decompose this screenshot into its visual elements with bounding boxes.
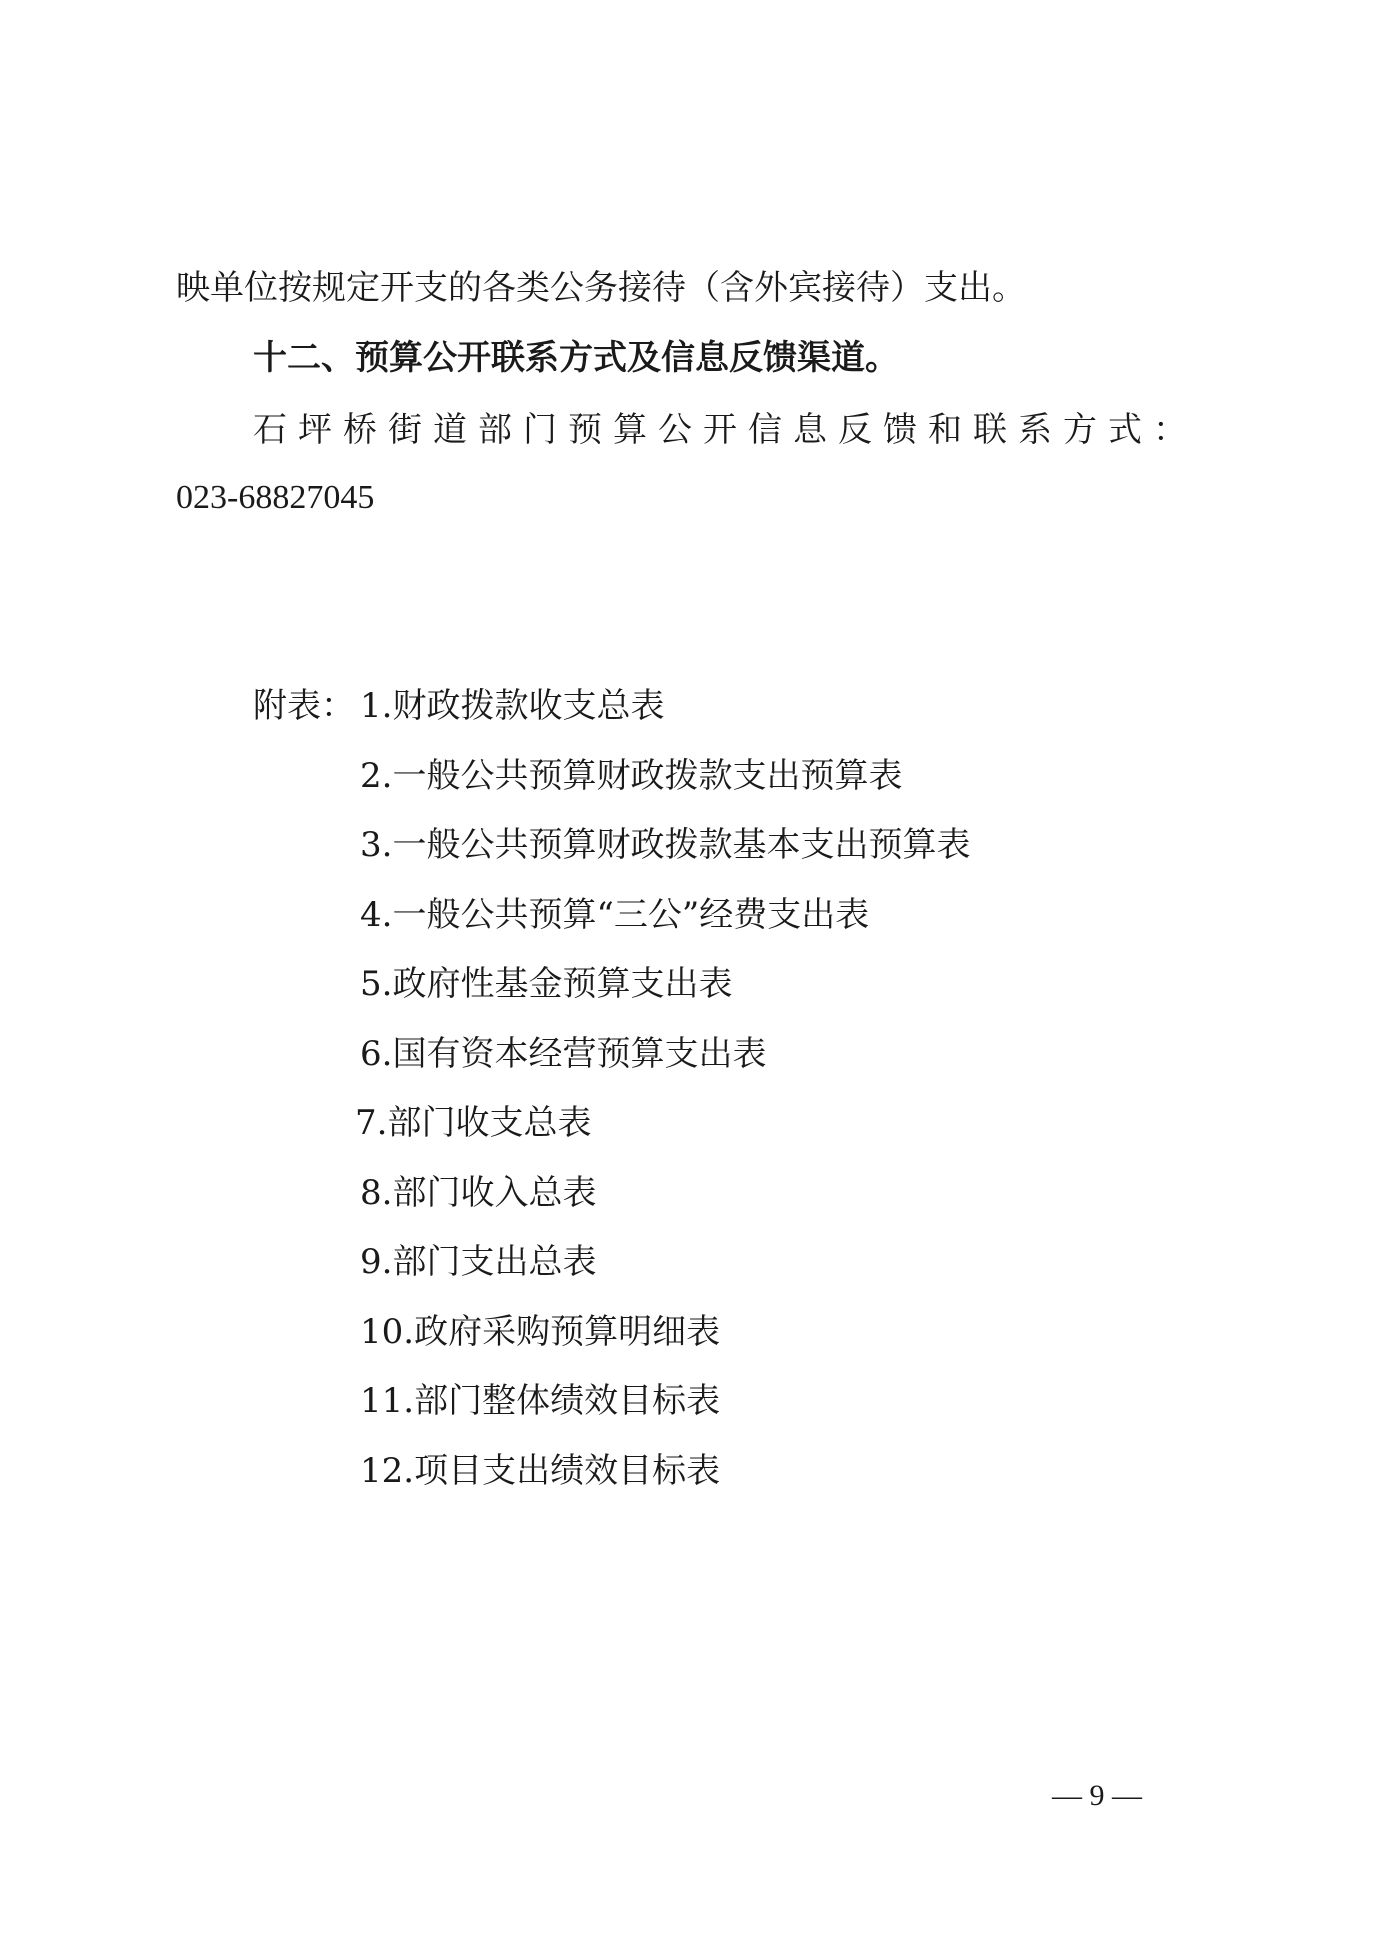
attachment-item: 11.部门整体绩效目标表 bbox=[360, 1381, 721, 1421]
attachment-item: 4.一般公共预算“三公”经费支出表 bbox=[360, 894, 870, 935]
paragraph-continuation: 映单位按规定开支的各类公务接待（含外宾接待）支出。 bbox=[176, 268, 1026, 308]
attachment-item: 10.政府采购预算明细表 bbox=[360, 1311, 721, 1352]
attachment-item: 6.国有资本经营预算支出表 bbox=[360, 1033, 767, 1074]
contact-phone: 023-68827045 bbox=[176, 479, 375, 516]
attachments-label: 附表： bbox=[253, 686, 355, 726]
attachment-item: 9.部门支出总表 bbox=[360, 1242, 597, 1282]
attachment-item: 7.部门收支总表 bbox=[355, 1103, 592, 1143]
page-number: — 9 — bbox=[1052, 1779, 1142, 1812]
attachment-item: 5.政府性基金预算支出表 bbox=[360, 964, 733, 1004]
section-heading: 十二、预算公开联系方式及信息反馈渠道。 bbox=[253, 338, 899, 378]
contact-text: 石坪桥街道部门预算公开信息反馈和联系方式： bbox=[253, 410, 1198, 450]
attachment-item: 1.财政拨款收支总表 bbox=[360, 686, 665, 726]
attachment-item: 2.一般公共预算财政拨款支出预算表 bbox=[360, 755, 903, 796]
attachment-item: 3.一般公共预算财政拨款基本支出预算表 bbox=[360, 825, 971, 865]
attachment-item: 12.项目支出绩效目标表 bbox=[360, 1450, 721, 1491]
attachments-list bbox=[355, 686, 971, 1520]
attachment-item: 8.部门收入总表 bbox=[360, 1172, 597, 1213]
